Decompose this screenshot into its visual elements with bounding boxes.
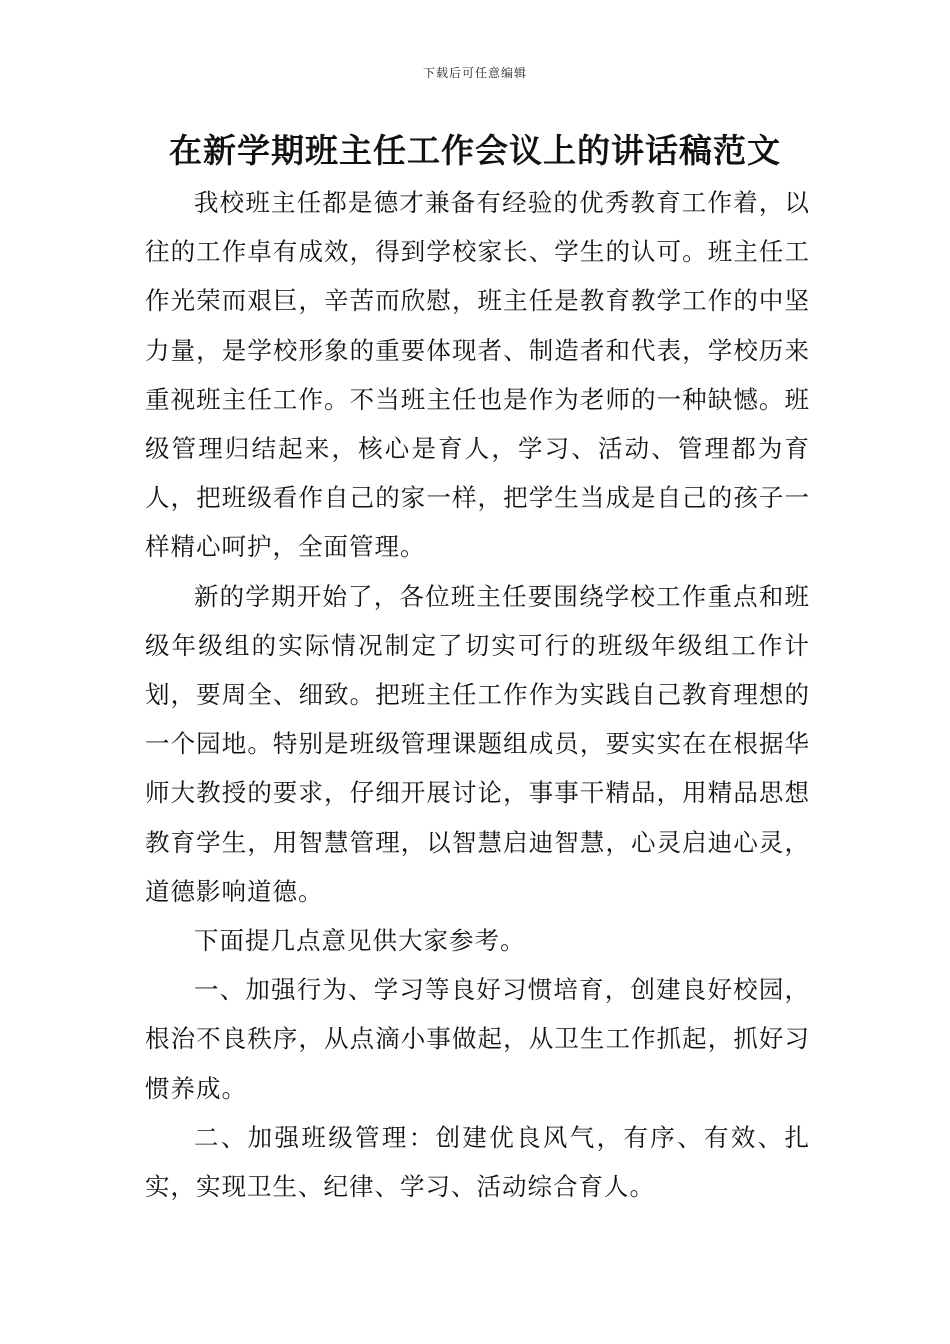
paragraph-suggestions-lead: 下面提几点意见供大家参考。 — [194, 926, 526, 956]
paragraph-point-two: 二、加强班级管理：创建优良风气，有序、有效、扎实，实现卫生、纪律、学习、活动综合育人。 — [145, 1122, 810, 1202]
document-body — [145, 178, 810, 1211]
paragraph-point-one: 一、加强行为、学习等良好习惯培育，创建良好校园，根治不良秩序，从点滴小事做起，从卫生工作抓起，抓好习惯养成。 — [145, 975, 810, 1103]
paragraph-new-semester: 新的学期开始了，各位班主任要围绕学校工作重点和班级年级组的实际情况制定了切实可行的班级年级组工作计划，要周全、细致。把班主任工作作为实践自己教育理想的一个园地。特别是班级管理课题组成员，要实实在在根据华师大教授的要求，仔细开展讨论，事事干精品，用精品思想教育学生，用智慧管理，以智慧启迪智慧，心灵启迪心灵，道德影响道德。 — [145, 581, 810, 906]
document-title: 在新学期班主任工作会议上的讲话稿范文 — [169, 131, 781, 170]
header-note: 下载后可任意编辑 — [422, 66, 527, 80]
paragraph-intro: 我校班主任都是德才兼备有经验的优秀教育工作着，以往的工作卓有成效，得到学校家长、学生的认可。班主任工作光荣而艰巨，辛苦而欣慰，班主任是教育教学工作的中坚力量，是学校形象的重要体现者、制造者和代表，学校历来重视班主任工作。不当班主任也是作为老师的一种缺憾。班级管理归结起来，核心是育人，学习、活动、管理都为育人，把班级看作自己的家一样，把学生当成是自己的孩子一样精心呵护，全面管理。 — [145, 188, 810, 562]
